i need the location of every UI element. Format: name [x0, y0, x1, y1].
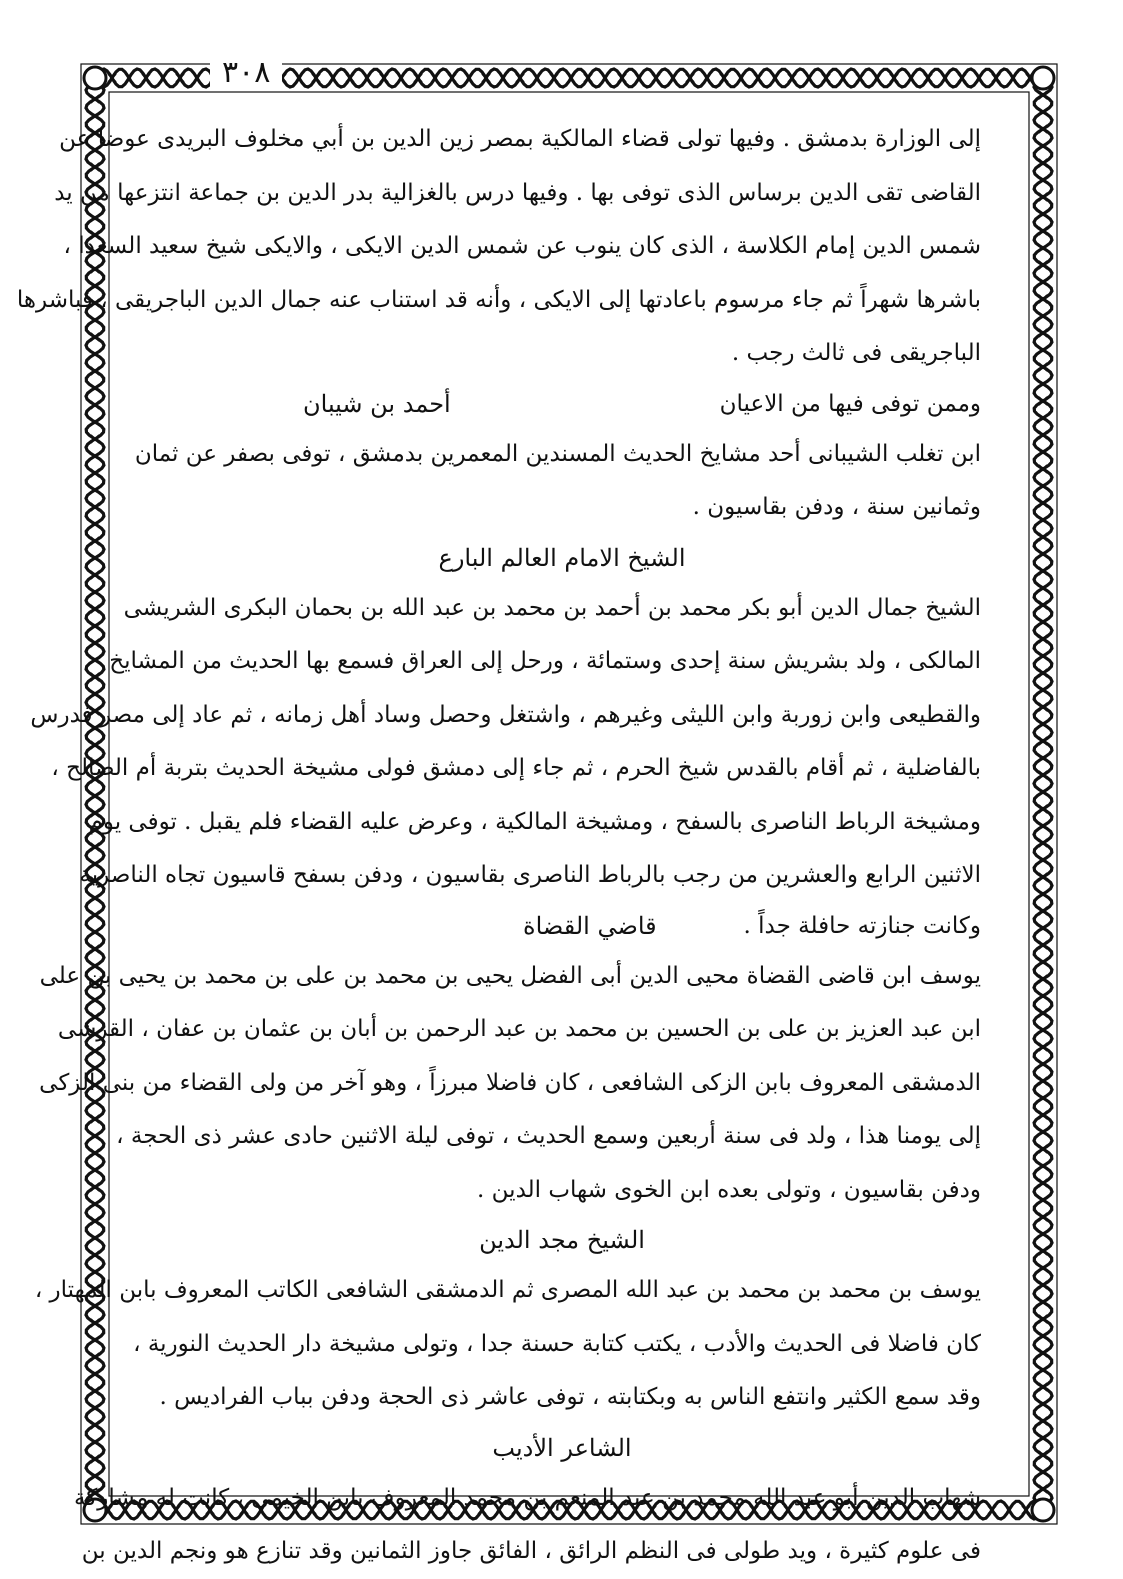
text-line: شمس الدين إمام الكلاسة ، الذى كان ينوب عن شمس الدين الايكى ، والايكى شيخ سعيد السعدا ، — [63, 233, 981, 259]
text-line: والقطيعى وابن زوربة وابن الليثى وغيرهم ، واشتغل وحصل وساد أهل زمانه ، ثم عاد إلى مصر فدرس — [30, 701, 981, 728]
text-line: ودفن بقاسيون ، وتولى بعده ابن الخوى شهاب الدين . — [477, 1176, 981, 1203]
text-line: الباجريقى فى ثالث رجب . — [731, 340, 981, 366]
text-block — [16, 113, 981, 1564]
text-line: الشيخ جمال الدين أبو بكر محمد بن أحمد بن محمد بن عبد الله بن بحمان البكرى الشريشى — [123, 594, 981, 621]
section-heading: الشيخ الامام العالم البارع — [438, 543, 686, 572]
text-line: يوسف بن محمد بن محمد بن عبد الله المصرى ثم الدمشقى الشافعى الكاتب المعروف بابن المهتار ، — [34, 1277, 981, 1303]
text-line: كان فاضلا فى الحديث والأدب ، يكتب كتابة حسنة جدا ، وتولى مشيخة دار الحديث النورية ، — [133, 1330, 981, 1357]
text-line: شهاب الدين أبو عبد الله محمد بن عبد المنعم بن محمد المعروف بابن الخيمى ، كانت له مشاركة — [74, 1484, 981, 1511]
section-heading: أحمد بن شيبان — [303, 389, 451, 418]
text-line: ابن تغلب الشيبانى أحد مشايخ الحديث المسندين المعمرين بدمشق ، توفى بصفر عن ثمان — [134, 440, 981, 467]
text-line: وثمانين سنة ، ودفن بقاسيون . — [692, 494, 981, 520]
text-line: ابن عبد العزيز بن على بن الحسين بن محمد بن عبد الرحمن بن أبان بن عثمان بن عفان ، القرشى — [57, 1016, 981, 1042]
heading-line-lead: وممن توفى فيها من الاعيان — [719, 390, 981, 417]
section-heading: الشيخ مجد الدين — [479, 1226, 645, 1254]
text-line: ومشيخة الرباط الناصرى بالسفح ، ومشيخة المالكية ، وعرض عليه القضاء فلم يقبل . توفى يوم — [88, 808, 981, 835]
text-line: إلى الوزارة بدمشق . وفيها تولى قضاء المالكية بمصر زين الدين بن أبي مخلوف البريدى عوضا عن — [59, 126, 981, 152]
text-line: الاثنين الرابع والعشرين من رجب بالرباط الناصرى بقاسيون ، ودفن بسفح قاسيون تجاه الناصرية — [79, 862, 981, 888]
text-line: الدمشقى المعروف بابن الزكى الشافعى ، كان فاضلا مبرزاً ، وهو آخر من ولى القضاء من بنى الزكى — [39, 1069, 981, 1096]
text-line: بالفاضلية ، ثم أقام بالقدس شيخ الحرم ، ثم جاء إلى دمشق فولى مشيخة الحديث بتربة أم الصالح ، — [51, 755, 981, 781]
text-line: باشرها شهراً ثم جاء مرسوم باعادتها إلى الايكى ، وأنه قد استناب عنه جمال الدين الباجريقى ، فباشرها — [16, 286, 981, 313]
section-heading: قاضي القضاة — [523, 911, 657, 940]
heading-line — [143, 381, 981, 428]
text-line: يوسف ابن قاضى القضاة محيى الدين أبى الفضل يحيى بن محمد بن على بن محمد بن يحيى بن على — [39, 962, 981, 989]
text-line: فى علوم كثيرة ، ويد طولى فى النظم الرائق ، الفائق جاوز الثمانين وقد تنازع هو ونجم الدين بن — [81, 1538, 981, 1564]
text-line: إلى يومنا هذا ، ولد فى سنة أربعين وسمع الحديث ، توفى ليلة الاثنين حادى عشر ذى الحجة ، — [116, 1123, 981, 1149]
page-number: ٣٠٨ — [210, 56, 282, 90]
heading-line — [143, 903, 981, 950]
text-line: القاضى تقى الدين برساس الذى توفى بها . وفيها درس بالغزالية بدر الدين بن جماعة انتزعها من يد — [54, 179, 981, 206]
heading-line-lead: وكانت جنازته حافلة جداً . — [743, 912, 981, 939]
section-heading: الشاعر الأديب — [492, 1433, 632, 1462]
text-line: المالكى ، ولد بشريش سنة إحدى وستمائة ، ورحل إلى العراق فسمع بها الحديث من المشايخ — [109, 648, 981, 674]
text-line: وقد سمع الكثير وانتفع الناس به وبكتابته ، توفى عاشر ذى الحجة ودفن بباب الفراديس . — [159, 1384, 981, 1410]
